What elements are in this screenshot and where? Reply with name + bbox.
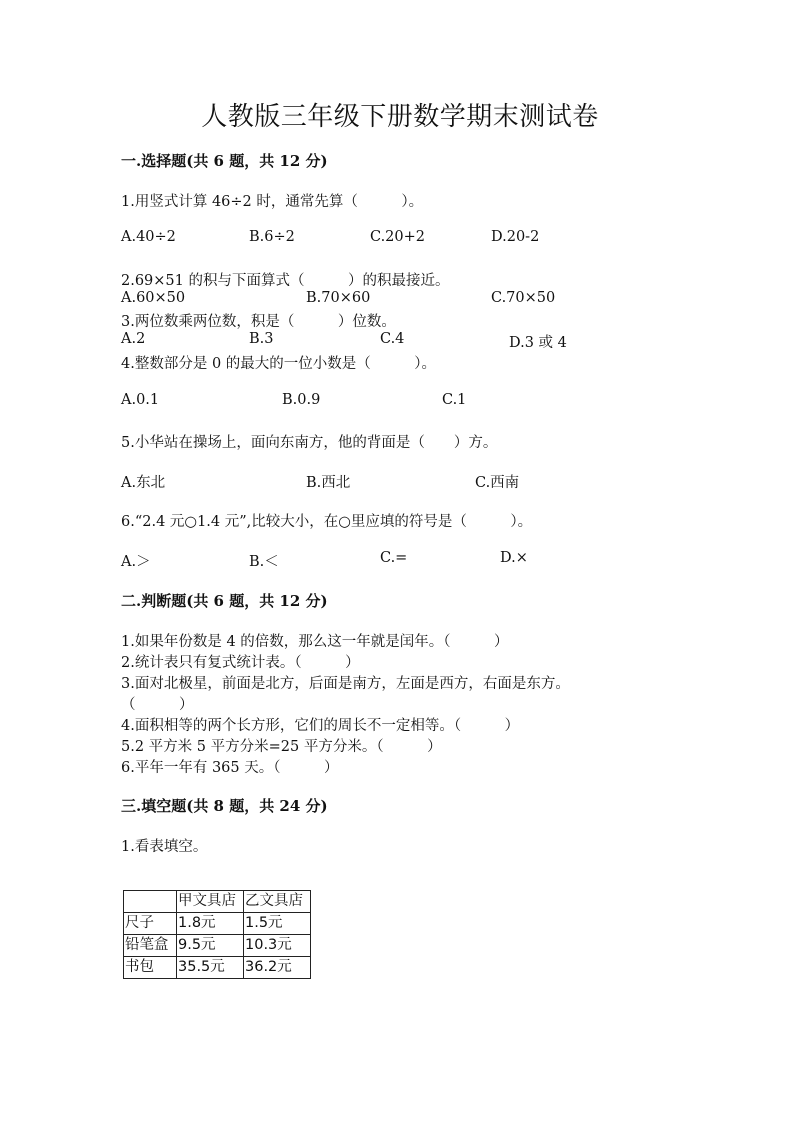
question-text: 1.看表填空。	[121, 839, 208, 855]
option: A.＞	[121, 554, 151, 570]
table-header-cell: 甲文具店	[177, 891, 244, 913]
option: B.3	[249, 331, 274, 347]
table-cell: 铅笔盒	[124, 935, 177, 957]
table-row	[124, 913, 311, 935]
table-cell	[124, 891, 177, 913]
statement: （ ）	[121, 697, 194, 713]
statement: 1.如果年份数是 4 的倍数，那么这一年就是闰年。（ ）	[121, 634, 509, 650]
question-text: 2.69×51 的积与下面算式（ ）的积最接近。	[121, 273, 450, 289]
table-cell: 35.5元	[177, 957, 244, 979]
option: C.70×50	[491, 290, 556, 306]
question-text: 5.小华站在操场上，面向东南方，他的背面是（ ）方。	[121, 435, 498, 451]
table-row	[124, 935, 311, 957]
option: A.40÷2	[121, 229, 176, 245]
table-cell: 9.5元	[177, 935, 244, 957]
table-header-row	[124, 891, 311, 913]
option: A.2	[121, 331, 146, 347]
option: D.20-2	[491, 229, 540, 245]
statement: 4.面积相等的两个长方形，它们的周长不一定相等。（ ）	[121, 718, 520, 734]
table-row	[124, 957, 311, 979]
table-cell: 1.5元	[244, 913, 311, 935]
page-title: 人教版三年级下册数学期末测试卷	[201, 102, 599, 132]
option: B.6÷2	[249, 229, 295, 245]
question-text: 6.“2.4 元○1.4 元”,比较大小，在○里应填的符号是（ ）。	[121, 514, 533, 530]
option: A.60×50	[121, 290, 186, 306]
option: C.=	[380, 550, 408, 566]
section-heading-fill: 三.填空题(共 8 题，共 24 分)	[121, 797, 328, 815]
option: C.西南	[475, 475, 520, 491]
table-cell: 1.8元	[177, 913, 244, 935]
option: A.0.1	[121, 392, 160, 408]
option: D.3 或 4	[509, 335, 567, 351]
statement: 5.2 平方米 5 平方分米=25 平方分米。（ ）	[121, 739, 442, 755]
statement: 6.平年一年有 365 天。（ ）	[121, 760, 339, 776]
question-text: 4.整数部分是 0 的最大的一位小数是（ ）。	[121, 356, 437, 372]
option: D.×	[500, 550, 528, 566]
option: B.西北	[306, 475, 351, 491]
option: C.4	[380, 331, 405, 347]
question-text: 1.用竖式计算 46÷2 时，通常先算（ ）。	[121, 194, 424, 210]
question-text: 3.两位数乘两位数，积是（ ）位数。	[121, 314, 396, 330]
option: B.70×60	[306, 290, 371, 306]
price-table	[123, 890, 311, 979]
table-cell: 36.2元	[244, 957, 311, 979]
section-heading-choice: 一.选择题(共 6 题，共 12 分)	[121, 152, 328, 170]
option: A.东北	[121, 475, 166, 491]
option: B.＜	[249, 554, 279, 570]
table-cell: 书包	[124, 957, 177, 979]
option: B.0.9	[282, 392, 321, 408]
table-header-cell: 乙文具店	[244, 891, 311, 913]
section-heading-judgement: 二.判断题(共 6 题，共 12 分)	[121, 592, 328, 610]
statement: 2.统计表只有复式统计表。（ ）	[121, 655, 360, 671]
option: C.1	[442, 392, 467, 408]
table-cell: 10.3元	[244, 935, 311, 957]
statement: 3.面对北极星，前面是北方，后面是南方，左面是西方，右面是东方。	[121, 676, 570, 692]
table-cell: 尺子	[124, 913, 177, 935]
option: C.20+2	[370, 229, 426, 245]
